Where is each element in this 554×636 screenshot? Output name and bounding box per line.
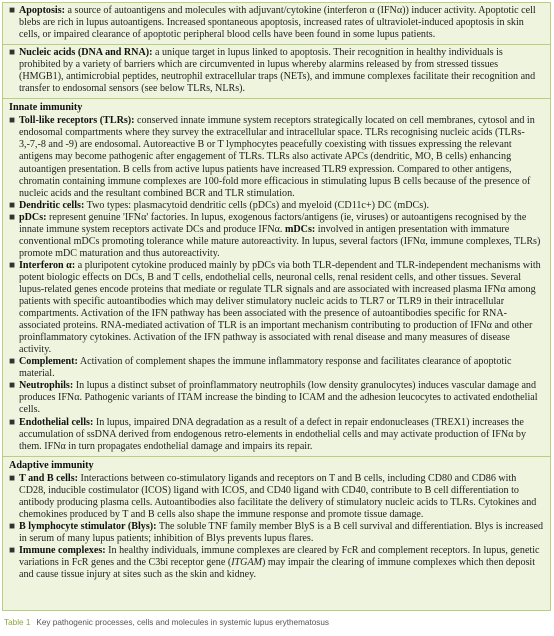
list-item [9, 47, 544, 95]
bullet-icon: ■ [9, 211, 16, 223]
section-heading-innate: Innate immunity [3, 98, 550, 115]
item-description: a unique target in lupus linked to apoptosis. Their recognition in healthy individuals is prohibited by a variety of barriers which are circumvented in lupus whereby alarmins released by from stressed tissues (HMGB1), antimicrobial peptides, neutrophil extracellular traps (NETs), and immune complexes facilitate their recognition and transfer to endosomal sensors (see below TLRs, NLRs). [19, 47, 536, 95]
item-description-end: ) may impair the clearing of immune complexes which then deposit and cause tissue injury at sites such as the skin and kidney. [19, 556, 536, 581]
term-label: Toll-like receptors (TLRs): [19, 115, 135, 127]
bullet-icon: ■ [9, 416, 16, 428]
item-description: a source of autoantigens and molecules with adjuvant/cytokine (interferon α (IFNα)) inducer activity. Apoptotic cell blebs are rich in lupus autoantigens. Increased spontaneous apoptosis, increased rates of ultraviolet-induced apoptosis in skin cells, or impaired clearance of apoptotic peripheral blood cells have been found in some lupus patients. [19, 5, 536, 41]
pathogenesis-table [2, 2, 551, 611]
list-item-neutrophils [9, 380, 544, 416]
list-item-t-b-cells [9, 473, 544, 521]
bullet-icon: ■ [9, 544, 16, 556]
item-description: In lupus, impaired DNA degradation as a result of a defect in repair endonucleases (TREX1) increases the accumulation of ssDNA derived from endogenous retro-elements in endothelial cells and may activate production of IFNα by them. IFNα in turn propagates endothelial damage and impairs its repair. [19, 416, 527, 452]
term-label: Immune complexes: [19, 544, 106, 556]
term-label: Apoptosis: [19, 5, 65, 16]
term-label: B lymphocyte stimulator (Blys): [19, 520, 157, 532]
list-item-complement [9, 356, 544, 380]
table-caption [4, 618, 329, 627]
bullet-icon: ■ [9, 259, 16, 271]
term-label: T and B cells: [19, 472, 78, 484]
table-row-apoptosis [3, 3, 550, 44]
list-item-blys [9, 521, 544, 545]
list-item-pdcs [9, 212, 544, 260]
item-description: In healthy individuals, immune complexes are cleared by FcR and complement receptors. In lupus, genetic variations in FcR genes and the C3bi receptor gene ( [19, 544, 540, 568]
section-innate [3, 115, 550, 455]
term-label: pDCs: [19, 211, 47, 223]
term-label-mdcs: mDCs: [282, 223, 316, 235]
caption-label: Table 1 [4, 618, 31, 627]
caption-text: Key pathogenic processes, cells and molecules in systemic lupus erythematosus [36, 618, 330, 627]
item-description: The soluble TNF family member BlyS is a B cell survival and differentiation. Blys is increased in serum of many lupus patients; inhibition of Blys prevents lupus flares. [19, 520, 544, 544]
bullet-icon: ■ [9, 472, 16, 484]
list-item-tlr [9, 115, 544, 199]
list-item [9, 5, 544, 41]
item-description: conserved innate immune system receptors strategically located on cell membranes, cytosol and in endosomal compartments where they survey the extracellular and intracellular space. TLRs recognising nucleic acids (TLRs-3,-7,-8 and -9) are endosomal. Autoreactive B or T lymphocytes peacefully coexisting with tissues expressing the relevant antigens may become pathogenic after engagement of TLRs. TLRs also activate APCs (dendritic, MO, B cells) enhancing autoantigen presentation. B cells from active lupus patients have increased TLR9 expression. Compared to other antigens, chromatin containing immune complexes are 100-fold more efficacious in stimulating lupus B cells because of the presence of nucleic acids and the resultant combined BCR and TLR stimulation. [19, 115, 535, 199]
item-description-mdcs: involved in antigen presentation with immature conventional mDCs promoting tolerance while mature autoreactivity. In lupus, several factors (IFNα, immune complexes, TLRs) promote mDC maturation and thus autoreactivity. [19, 223, 541, 259]
list-item-immune-complexes [9, 545, 544, 581]
bullet-icon: ■ [9, 199, 16, 211]
bullet-icon: ■ [9, 5, 16, 16]
bullet-icon: ■ [9, 520, 16, 532]
term-label: Neutrophils: [19, 380, 74, 392]
term-label: Nucleic acids (DNA and RNA): [19, 47, 153, 59]
bullet-icon: ■ [9, 380, 16, 392]
item-description: represent genuine 'IFNα' factories. In lupus, exogenous factors/antigens (ie, viruses) or autoantigens recognised by the innate immune system receptors activate DCs and produce IFNα. [19, 211, 527, 235]
gene-name: ITGAM [231, 556, 263, 568]
item-description: Two types: plasmacytoid dendritic cells (pDCs) and myeloid (CD11c+) DC (mDCs). [84, 199, 430, 211]
bullet-icon: ■ [9, 115, 16, 127]
item-description: Activation of complement shapes the immune inflammatory response and facilitates clearance of apoptotic material. [19, 356, 512, 380]
list-item-interferon [9, 260, 544, 356]
term-label: Dendritic cells: [19, 199, 85, 211]
bullet-icon: ■ [9, 47, 16, 59]
item-description: a pluripotent cytokine produced mainly by pDCs via both TLR-dependent and TLR-independent mechanisms with potent biologic effects on DCs, B and T cells, endothelial cells, neuronal cells, renal resident cells, and other tissues. Several lupus-related genes encode proteins that mediate or regulate TLR signals and are associated with increased plasma IFNα among patients with specific autoantibodies which may deliver stimulatory nucleic acids to TLR7 or TLR9 in their intracellular compartments. Activation of the IFN pathway has been associated with the presence of autoantibodies specific for RNA-associated proteins. RNA-mediated activation of TLR is an important mechanism contributing to production of IFNα and other proinflammatory cytokines. Activation of the IFN pathway is associated with renal disease and many measures of disease activity. [19, 259, 541, 356]
table-row-nucleic-acids [3, 44, 550, 98]
item-description: In lupus a distinct subset of proinflammatory neutrophils (low density granulocytes) induces vascular damage and produces IFNα. Pathogenic variants of ITAM increase the binding to ICAM and the adhesion leucocytes to activated endothelial cells. [19, 380, 538, 416]
section-adaptive [3, 473, 550, 584]
term-label: Interferon α: [19, 259, 76, 271]
term-label: Complement: [19, 356, 78, 368]
bullet-icon: ■ [9, 356, 16, 368]
term-label: Endothelial cells: [19, 416, 94, 428]
list-item-dendritic-cells [9, 200, 544, 212]
section-heading-adaptive: Adaptive immunity [3, 456, 550, 473]
list-item-endothelial-cells [9, 417, 544, 453]
item-description: Interactions between co-stimulatory ligands and receptors on T and B cells, including CD80 and CD86 with CD28, inducible costimulator (ICOS) ligand with ICOS, and CD40 ligand with CD40, contribute to B cell differentiation to antibody producing plasma cells. Autoantibodies also facilitate the delivery of stimulatory nucleic acids to TLRs. Cytokines and chemokines produced by T and B cells also shape the immune response and promote tissue damage. [19, 472, 537, 520]
